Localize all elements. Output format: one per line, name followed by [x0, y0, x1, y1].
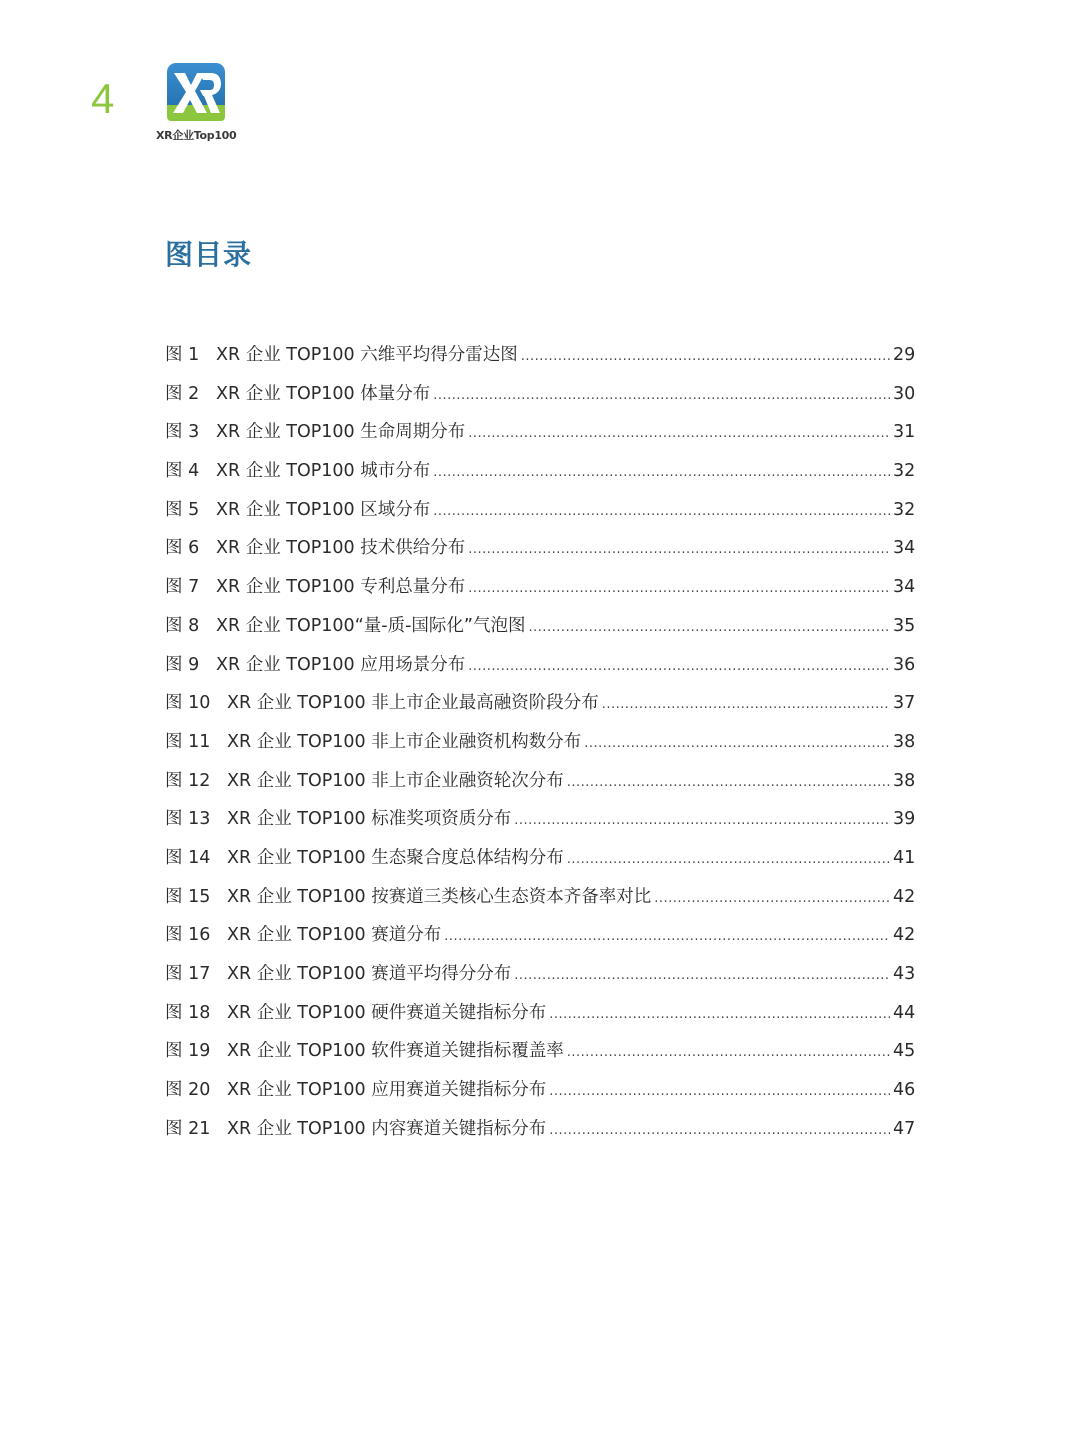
toc-entry-title: XR 企业 TOP100 应用赛道关键指标分布: [227, 1080, 547, 1101]
toc-entry-title: XR 企业 TOP100 内容赛道关键指标分布: [227, 1118, 547, 1139]
toc-entry-title: XR 企业 TOP100 城市分布: [216, 461, 431, 482]
toc-dot-leader: [468, 650, 890, 684]
toc-dot-leader: [521, 340, 890, 374]
toc-entry-page: 43: [893, 964, 916, 984]
toc-entry-label: 图 10: [165, 693, 211, 714]
toc-dot-leader: [567, 1036, 890, 1070]
toc-entry-label: 图 8: [165, 615, 200, 636]
toc-entry-label: 图 19: [165, 1041, 211, 1062]
toc-entry-title: XR 企业 TOP100 软件赛道关键指标覆盖率: [227, 1041, 564, 1062]
toc-entry[interactable]: [165, 531, 915, 570]
toc-dot-leader: [433, 379, 890, 413]
toc-entry-page: 42: [893, 925, 916, 946]
toc-entry[interactable]: [165, 802, 915, 841]
toc-entry-label: 图 1: [165, 345, 200, 365]
toc-dot-leader: [433, 495, 890, 529]
toc-dot-leader: [549, 998, 890, 1032]
toc-entry-label: 图 16: [165, 925, 211, 946]
toc-entry-label: 图 3: [165, 422, 200, 443]
toc-dot-leader: [514, 804, 890, 838]
toc-entry-title: XR 企业 TOP100 标准奖项资质分布: [227, 809, 512, 830]
toc-entry-label: 图 17: [165, 964, 211, 984]
toc-entry[interactable]: [165, 841, 915, 880]
toc-entry-page: 32: [893, 499, 916, 520]
toc-entry-title: XR 企业 TOP100 六维平均得分雷达图: [216, 345, 518, 365]
toc-entry-page: 41: [893, 847, 916, 868]
toc-entry-page: 42: [893, 886, 916, 907]
toc-entry-title: XR 企业 TOP100 生命周期分布: [216, 422, 466, 443]
toc-entry[interactable]: [165, 686, 915, 725]
toc-entry-page: 30: [893, 383, 916, 404]
toc-entry[interactable]: [165, 415, 915, 454]
toc-entry-page: 37: [893, 693, 916, 714]
toc-entry-title: XR 企业 TOP100 区域分布: [216, 499, 431, 520]
toc-entry[interactable]: [165, 1034, 915, 1073]
toc-entry-page: 44: [893, 1002, 916, 1023]
toc-entry-page: 38: [893, 770, 916, 791]
toc-entry-label: 图 2: [165, 383, 200, 404]
toc-entry-page: 38: [893, 731, 916, 752]
toc-entry[interactable]: [165, 377, 915, 416]
toc-entry-title: XR 企业 TOP100 赛道平均得分分布: [227, 964, 512, 984]
toc-entry-label: 图 18: [165, 1002, 211, 1023]
toc-entry-title: XR 企业 TOP100 非上市企业融资轮次分布: [227, 770, 564, 791]
toc-entry-label: 图 9: [165, 654, 200, 675]
toc-entry-page: 36: [893, 654, 916, 675]
toc-entry-title: XR 企业 TOP100 技术供给分布: [216, 538, 466, 559]
logo: [156, 63, 240, 145]
toc-entry-title: XR 企业 TOP100 生态聚合度总体结构分布: [227, 847, 564, 868]
toc-entry-title: XR 企业 TOP100 硬件赛道关键指标分布: [227, 1002, 547, 1023]
toc-entry[interactable]: [165, 918, 915, 957]
toc-entry[interactable]: [165, 648, 915, 687]
toc-entry[interactable]: [165, 338, 915, 377]
toc-entry-page: 34: [893, 577, 916, 598]
toc-entry-page: 35: [893, 615, 916, 636]
toc-entry-page: 47: [893, 1118, 916, 1139]
toc-dot-leader: [654, 882, 890, 916]
xr-logo-icon: [167, 63, 225, 121]
toc-entry-page: 32: [893, 461, 916, 482]
toc-entry[interactable]: [165, 1073, 915, 1112]
toc-entry-label: 图 12: [165, 770, 211, 791]
toc-entry-title: XR 企业 TOP100 非上市企业最高融资阶段分布: [227, 693, 599, 714]
toc-dot-leader: [584, 727, 890, 761]
toc-entry-label: 图 14: [165, 847, 211, 868]
toc-dot-leader: [468, 533, 890, 567]
toc-entry[interactable]: [165, 609, 915, 648]
toc-entry-label: 图 15: [165, 886, 211, 907]
toc-entry-label: 图 20: [165, 1080, 211, 1101]
toc-dot-leader: [468, 417, 890, 451]
toc-entry-page: 39: [893, 809, 916, 830]
toc-entry[interactable]: [165, 454, 915, 493]
logo-caption: XR企业Top100: [156, 129, 237, 142]
toc-dot-leader: [567, 766, 890, 800]
toc-entry-title: XR 企业 TOP100 专利总量分布: [216, 577, 466, 598]
toc-dot-leader: [602, 688, 890, 722]
toc-entry-label: 图 6: [165, 538, 200, 559]
toc-entry-label: 图 11: [165, 731, 211, 752]
figure-list: [165, 338, 915, 1150]
toc-entry-page: 31: [893, 422, 916, 443]
toc-entry-title: XR 企业 TOP100 体量分布: [216, 383, 431, 404]
toc-entry-title: XR 企业 TOP100 按赛道三类核心生态资本齐备率对比: [227, 886, 652, 907]
toc-entry-label: 图 13: [165, 809, 211, 830]
toc-dot-leader: [468, 572, 890, 606]
toc-entry-title: XR 企业 TOP100 非上市企业融资机构数分布: [227, 731, 582, 752]
toc-dot-leader: [528, 611, 890, 645]
toc-entry-page: 34: [893, 538, 916, 559]
toc-entry-title: XR 企业 TOP100 应用场景分布: [216, 654, 466, 675]
page-number: 4: [91, 75, 115, 122]
toc-entry[interactable]: [165, 1112, 915, 1151]
toc-entry[interactable]: [165, 725, 915, 764]
toc-entry[interactable]: [165, 996, 915, 1035]
toc-entry-title: XR 企业 TOP100“量-质-国际化”气泡图: [216, 615, 526, 636]
toc-dot-leader: [514, 959, 890, 993]
toc-entry[interactable]: [165, 493, 915, 532]
toc-dot-leader: [433, 456, 890, 490]
page-title: 图目录: [165, 238, 253, 271]
toc-entry[interactable]: [165, 764, 915, 803]
toc-entry-label: 图 4: [165, 461, 200, 482]
toc-dot-leader: [567, 843, 890, 877]
toc-dot-leader: [549, 1114, 890, 1148]
toc-entry-label: 图 21: [165, 1118, 211, 1139]
toc-entry-label: 图 7: [165, 577, 200, 598]
toc-entry-page: 45: [893, 1041, 916, 1062]
toc-entry[interactable]: [165, 957, 915, 996]
toc-entry-title: XR 企业 TOP100 赛道分布: [227, 925, 442, 946]
toc-entry[interactable]: [165, 570, 915, 609]
toc-entry[interactable]: [165, 880, 915, 919]
toc-dot-leader: [549, 1075, 890, 1109]
toc-entry-label: 图 5: [165, 499, 200, 520]
toc-entry-page: 46: [893, 1080, 916, 1101]
toc-entry-page: 29: [893, 345, 916, 365]
toc-dot-leader: [444, 920, 890, 954]
